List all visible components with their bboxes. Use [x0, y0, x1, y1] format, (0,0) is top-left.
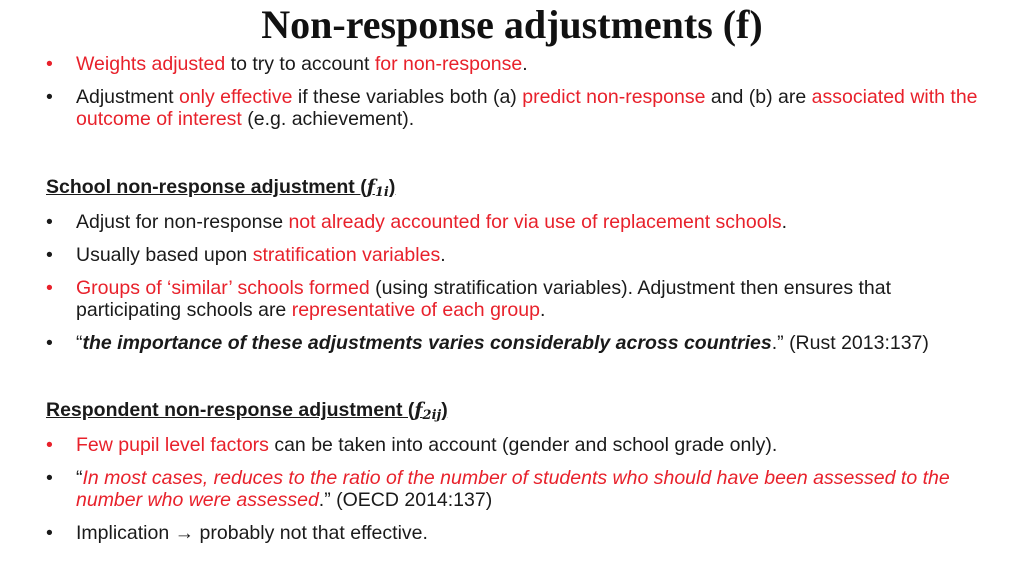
- text-highlight: Few pupil level factors: [76, 434, 269, 456]
- heading-text: Respondent non-response adjustment (: [46, 399, 415, 421]
- respondent-section: [46, 398, 986, 555]
- bullet-dot: •: [46, 522, 53, 544]
- bullet-dot: •: [46, 86, 53, 108]
- text-highlight: predict non-response: [522, 86, 706, 108]
- quote-text: In most cases, reduces to the ratio of the number of students who should have been assessed to the number who were assessed: [76, 467, 950, 511]
- bullet-dot: •: [46, 244, 53, 266]
- text: Adjustment: [76, 86, 179, 108]
- text: Usually based upon: [76, 244, 253, 266]
- bullet-dot: •: [46, 211, 53, 233]
- text: .” (OECD 2014:137): [318, 489, 493, 511]
- quote-text: the importance of these adjustments varies considerably across countries: [82, 332, 772, 354]
- heading-text: School non-response adjustment (: [46, 176, 367, 198]
- text-highlight: stratification variables: [252, 244, 441, 266]
- bullet-dot: •: [46, 434, 53, 456]
- bullet-dot: •: [46, 467, 53, 489]
- text: .: [539, 299, 546, 321]
- math-symbol: [414, 399, 441, 421]
- heading-close: ): [441, 399, 448, 421]
- math-f: f: [366, 176, 375, 198]
- bullet-item: [46, 434, 986, 456]
- text-highlight: only effective: [178, 86, 293, 108]
- text-highlight: for non-response: [374, 53, 523, 75]
- text: (e.g. achievement).: [241, 108, 415, 130]
- text: if these variables both (a): [292, 86, 523, 108]
- text: .: [522, 53, 528, 75]
- text-highlight: Groups of ‘similar’ schools formed: [76, 277, 370, 299]
- bullet-dot: •: [46, 53, 53, 75]
- text: can be taken into account (gender and school grade only).: [268, 434, 778, 456]
- text-highlight: representative of each group: [291, 299, 540, 321]
- bullet-item: [46, 467, 986, 511]
- text: Implication → probably not that effective.: [76, 522, 428, 544]
- bullet-item: [46, 332, 986, 354]
- intro-section: [46, 53, 986, 141]
- text: (using stratification variables). Adjustment then ensures that participating schools are: [76, 277, 892, 321]
- text: to try to account: [225, 53, 375, 75]
- text-highlight: not already accounted for via use of replacement schools: [288, 211, 782, 233]
- text: “: [76, 467, 83, 489]
- text: .: [440, 244, 446, 266]
- text: .: [781, 211, 788, 233]
- bullet-item: [46, 86, 986, 130]
- text-highlight: Weights adjusted: [76, 53, 226, 75]
- bullet-item: [46, 522, 986, 544]
- section-heading-respondent: [46, 398, 986, 428]
- text: “: [76, 332, 83, 354]
- bullet-dot: •: [46, 277, 53, 299]
- math-subscript: 1i: [374, 185, 389, 200]
- section-heading-school: [46, 175, 986, 205]
- math-subscript: 2ij: [422, 408, 442, 423]
- slide-title: Non-response adjustments (f): [261, 2, 763, 47]
- text: Adjust for non-response: [76, 211, 289, 233]
- text: and (b) are: [705, 86, 812, 108]
- math-f: f: [414, 399, 423, 421]
- bullet-item: [46, 53, 986, 75]
- math-symbol: [367, 176, 389, 198]
- bullet-item: [46, 244, 986, 266]
- text: .” (Rust 2013:137): [771, 332, 929, 354]
- bullet-dot: •: [46, 332, 53, 354]
- bullet-item: [46, 277, 986, 321]
- heading-close: ): [388, 176, 396, 198]
- school-section: [46, 175, 986, 365]
- bullet-item: [46, 211, 986, 233]
- text-highlight: associated with the outcome of interest: [76, 86, 978, 130]
